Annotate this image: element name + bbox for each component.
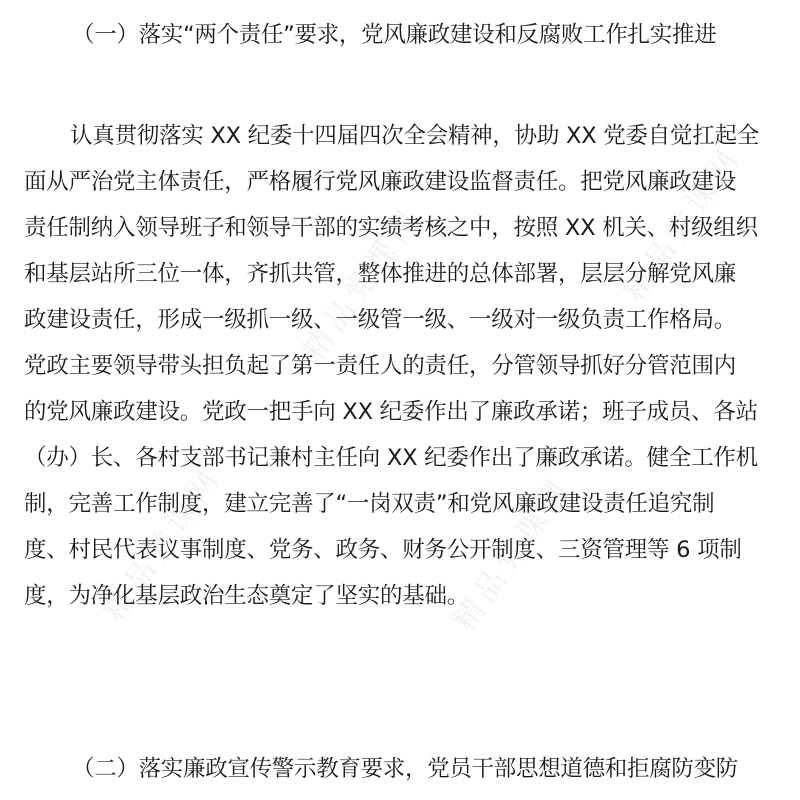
- paragraph-line: 政建设责任，形成一级抓一级、一级管一级、一级对一级负责工作格局。: [24, 307, 737, 333]
- paragraph-line: 度、村民代表议事制度、党务、政务、财务公开制度、三资管理等 6 项制: [24, 537, 742, 563]
- watermark: 精品党课网: [616, 140, 749, 308]
- paragraph-line: （办）长、各村支部书记兼村主任向 XX 纪委作出了廉政承诺。健全工作机: [24, 445, 758, 471]
- paragraph-line: 的党风廉政建设。党政一把手向 XX 纪委作出了廉政承诺；班子成员、各站: [24, 399, 758, 425]
- watermark: 精品党课网: [296, 200, 429, 368]
- watermark: 精品党课网: [96, 460, 229, 628]
- paragraph-line: 面从严治党主体责任，严格履行党风廉政建设监督责任。把党风廉政建设: [24, 169, 737, 195]
- paragraph-line: 度，为净化基层政治生态奠定了坚实的基础。: [24, 583, 470, 609]
- paragraph-line: 责任制纳入领导班子和领导干部的实绩考核之中，按照 XX 机关、村级组织: [24, 215, 758, 241]
- paragraph-line: 制，完善工作制度，建立完善了“一岗双责”和党风廉政建设责任追究制: [24, 491, 715, 517]
- paragraph-line: 和基层站所三位一体，齐抓共管，整体推进的总体部署，层层分解党风廉: [24, 261, 737, 287]
- paragraph-line: 认真贯彻落实 XX 纪委十四届四次全会精神，协助 XX 党委自觉扛起全: [70, 123, 760, 149]
- section-heading-2: （二）落实廉政宣传警示教育要求，党员干部思想道德和拒腐防变防: [72, 756, 739, 782]
- paragraph-line: 党政主要领导带头担负起了第一责任人的责任，分管领导抓好分管范围内: [24, 353, 737, 379]
- body-paragraph: [24, 113, 776, 619]
- watermark: 精品党课网: [446, 470, 579, 638]
- section-heading-1: （一）落实“两个责任”要求，党风廉政建设和反腐败工作扎实推进: [72, 22, 717, 48]
